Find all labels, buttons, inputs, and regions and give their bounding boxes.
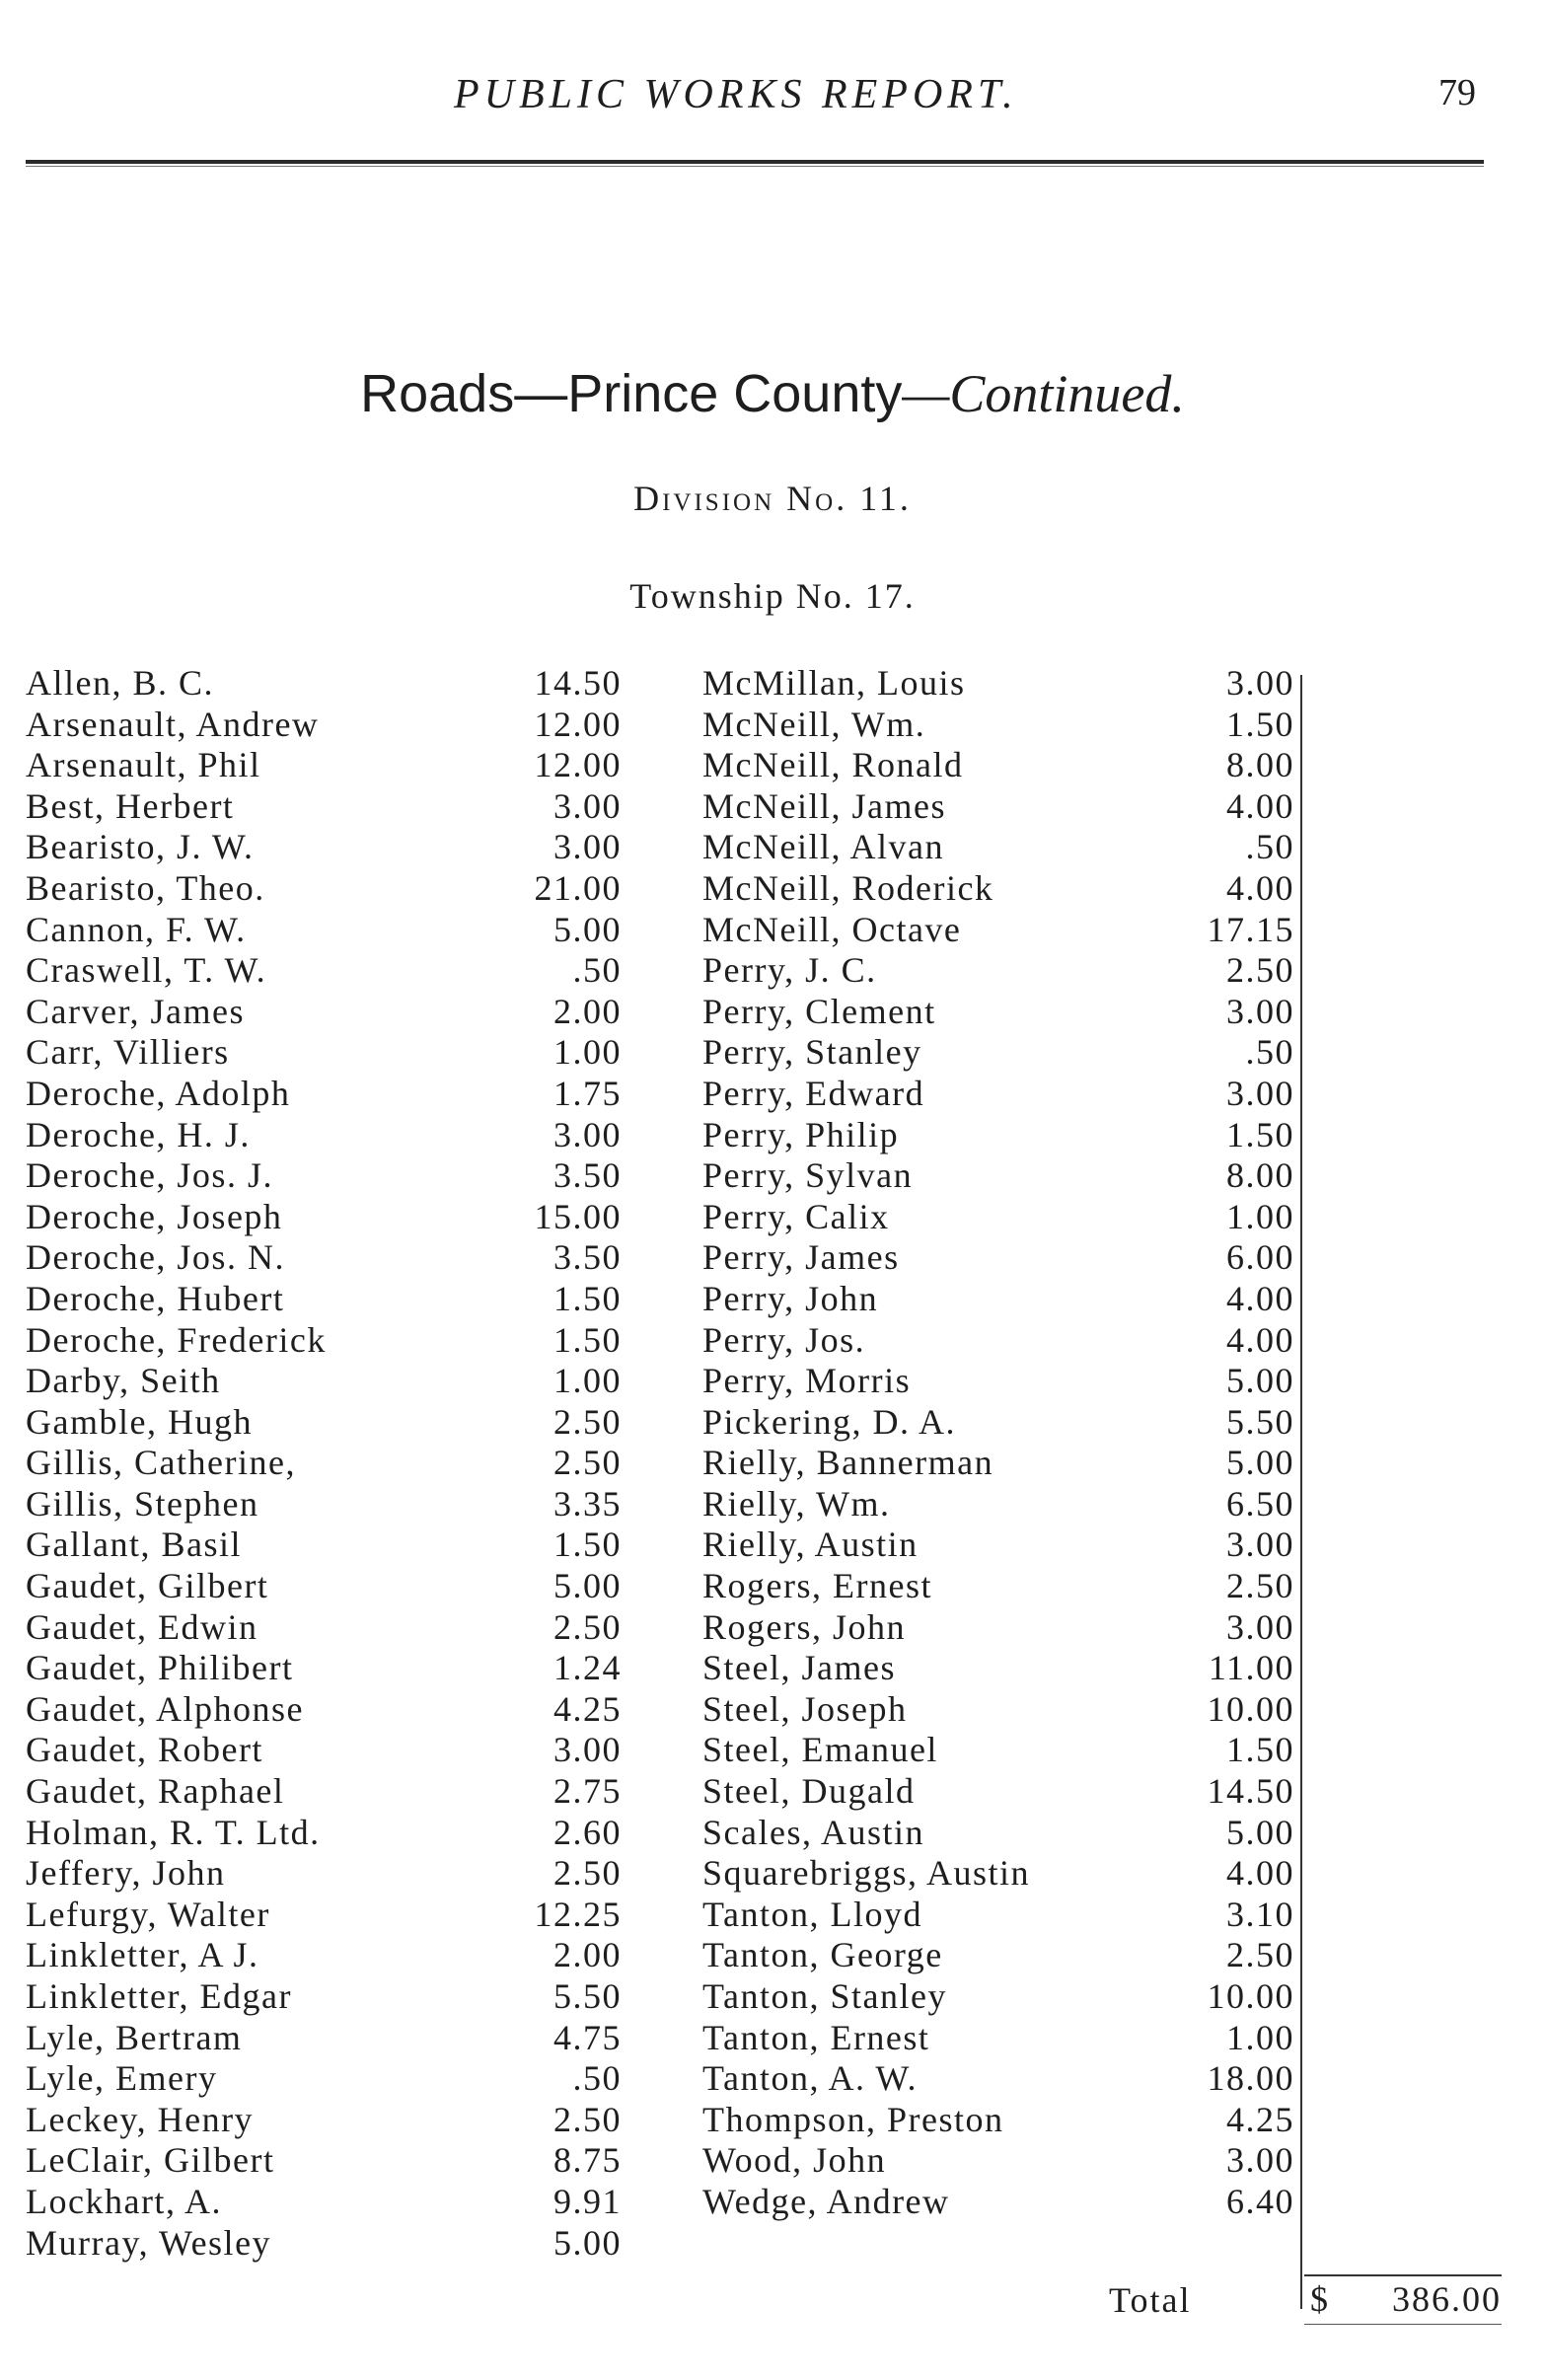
list-item [26,1976,627,2018]
payee-name: Deroche, Adolph [26,1073,291,1113]
payee-name: Scales, Austin [702,1812,924,1852]
payee-name: Gamble, Hugh [26,1401,253,1442]
payment-amount: .50 [1245,827,1294,867]
payment-amount: 1.00 [553,1361,622,1401]
list-item [26,868,627,910]
payment-amount: 3.00 [1226,991,1294,1031]
list-item [26,745,627,786]
payment-amount: 4.00 [1226,1278,1294,1318]
list-item [26,2058,627,2100]
payment-amount: 5.00 [1226,1812,1294,1852]
amount-column-rule [1300,675,1302,2309]
payee-name: Perry, Edward [702,1073,925,1113]
payee-name: Deroche, Jos. N. [26,1237,285,1278]
list-item [702,1074,1294,1115]
payment-amount: .50 [572,2058,622,2099]
payment-amount: 4.00 [1226,785,1294,826]
payee-name: Rogers, John [702,1606,906,1647]
payee-name: Bearisto, Theo. [26,867,265,908]
list-item [26,1525,627,1566]
list-item [26,1607,627,1649]
list-item [26,1689,627,1731]
payment-amount: 5.50 [1226,1401,1294,1442]
payment-amount: 1.00 [553,1032,622,1073]
payment-amount: 2.50 [1226,950,1294,991]
payee-name: Murray, Wesley [26,2222,272,2263]
payment-amount: 2.00 [553,991,622,1031]
payee-name: Thompson, Preston [702,2099,1004,2139]
payment-amount: 5.00 [553,2222,622,2263]
payment-amount: 5.00 [1226,1361,1294,1401]
payment-amount: 4.00 [1226,867,1294,908]
list-item [702,1320,1294,1362]
payment-amount: 6.00 [1226,1237,1294,1278]
total-box [1304,2274,1502,2322]
payee-name: Carr, Villiers [26,1032,230,1073]
left-payment-list [26,663,627,2264]
payment-amount: 15.00 [534,1196,622,1236]
payment-amount: 12.25 [534,1894,622,1934]
list-item [702,2100,1294,2141]
total-currency: $ [1310,2279,1328,2319]
list-item [702,1197,1294,1238]
list-item [26,1895,627,1936]
payment-amount: 2.75 [553,1771,622,1812]
section-title [0,363,1545,424]
payment-amount: 12.00 [534,745,622,785]
list-item [26,1402,627,1444]
payee-name: Best, Herbert [26,785,235,826]
payment-amount: .50 [572,950,622,991]
division-heading: Division No. 11. [633,479,912,518]
list-item [26,1484,627,1525]
payee-name: Arsenault, Phil [26,745,261,785]
payment-amount: 1.00 [1226,2017,1294,2057]
list-item [26,827,627,868]
payment-amount: 2.50 [553,1443,622,1483]
payment-amount: 3.00 [553,1114,622,1154]
list-item [26,992,627,1033]
list-item [702,1935,1294,1976]
list-item [26,1197,627,1238]
payee-name: Wood, John [702,2140,887,2181]
payment-amount: 10.00 [1207,1688,1294,1729]
list-item [702,1895,1294,1936]
payment-amount: 1.75 [553,1073,622,1113]
payee-name: Gallant, Basil [26,1525,242,1565]
payee-name: Gaudet, Gilbert [26,1566,269,1606]
list-item [26,1648,627,1689]
payment-amount: 2.00 [553,1935,622,1975]
payee-name: Linkletter, A J. [26,1935,259,1975]
list-item [702,786,1294,828]
payee-name: Perry, James [702,1237,900,1278]
list-item [702,1607,1294,1649]
list-item [702,1525,1294,1566]
payment-amount: 8.00 [1226,745,1294,785]
payee-name: Arsenault, Andrew [26,704,320,744]
payee-name: Lyle, Emery [26,2058,218,2099]
payment-amount: 5.00 [553,1566,622,1606]
payment-amount: 21.00 [534,867,622,908]
payee-name: Jeffery, John [26,1853,226,1894]
list-item [702,868,1294,910]
payment-amount: 11.00 [1208,1648,1294,1688]
payment-amount: 3.00 [1226,2140,1294,2181]
list-item [26,1813,627,1854]
list-item [702,1730,1294,1771]
list-item [26,1320,627,1362]
list-item [702,705,1294,746]
payment-amount: 2.60 [553,1812,622,1852]
payee-name: Allen, B. C. [26,663,215,703]
payment-amount: 8.00 [1226,1155,1294,1196]
payment-amount: 3.00 [1226,1525,1294,1565]
payment-amount: 5.00 [553,909,622,949]
payment-amount: 2.50 [553,2099,622,2139]
payment-amount: 17.15 [1207,909,1294,949]
payee-name: Rogers, Ernest [702,1566,932,1606]
payment-amount: 4.00 [1226,1319,1294,1360]
payee-name: Tanton, Stanley [702,1976,947,2016]
payment-amount: 1.50 [1226,1114,1294,1154]
page-number: 79 [1438,72,1476,113]
payment-amount: 3.10 [1226,1894,1294,1934]
list-item [702,1813,1294,1854]
payee-name: Perry, Stanley [702,1032,922,1073]
list-item [26,1361,627,1402]
payee-name: Perry, Sylvan [702,1155,914,1196]
list-item [26,2100,627,2141]
list-item [26,1032,627,1074]
list-item [26,2018,627,2059]
payee-name: Cannon, F. W. [26,909,247,949]
total-amount: 386.00 [1392,2279,1502,2319]
payee-name: Lefurgy, Walter [26,1894,270,1934]
total-label: Total [1109,2280,1192,2320]
payment-amount: 3.00 [1226,1073,1294,1113]
payee-name: Rielly, Wm. [702,1483,891,1524]
list-item [26,910,627,951]
payee-name: Steel, Joseph [702,1688,908,1729]
list-item [26,705,627,746]
payment-amount: 3.00 [1226,1606,1294,1647]
payment-amount: 4.25 [1226,2099,1294,2139]
payment-amount: 9.91 [553,2181,622,2221]
total-underline [1304,2324,1502,2325]
running-head: PUBLIC WORKS REPORT. [454,72,1018,117]
payee-name: McNeill, Ronald [702,745,964,785]
payment-amount: 1.50 [1226,1730,1294,1770]
list-item [702,950,1294,992]
payee-name: Perry, Calix [702,1196,890,1236]
list-item [702,1566,1294,1607]
payment-amount: 18.00 [1207,2058,1294,2099]
payment-amount: 1.50 [553,1525,622,1565]
list-item [702,1484,1294,1525]
payee-name: Rielly, Austin [702,1525,919,1565]
payee-name: Deroche, Jos. J. [26,1155,273,1196]
payee-name: Craswell, T. W. [26,950,267,991]
payment-amount: 14.50 [534,663,622,703]
payment-amount: 12.00 [534,704,622,744]
list-item [26,2182,627,2223]
payment-amount: 6.40 [1226,2181,1294,2221]
payment-amount: 10.00 [1207,1976,1294,2016]
list-item [26,1443,627,1484]
list-item [702,663,1294,705]
list-item [26,950,627,992]
payee-name: McNeill, Alvan [702,827,944,867]
list-item [702,2058,1294,2100]
list-item [26,1935,627,1976]
payee-name: Steel, Emanuel [702,1730,938,1770]
payee-name: Gaudet, Alphonse [26,1688,304,1729]
list-item [702,2182,1294,2223]
list-item [26,1155,627,1197]
payee-name: Gaudet, Robert [26,1730,263,1770]
list-item [26,1115,627,1156]
payee-name: Perry, Clement [702,991,936,1031]
payment-amount: 2.50 [553,1606,622,1647]
payee-name: Lockhart, A. [26,2181,222,2221]
payee-name: Tanton, Ernest [702,2017,930,2057]
payee-name: Tanton, Lloyd [702,1894,922,1934]
list-item [26,1279,627,1320]
payee-name: Deroche, Frederick [26,1319,327,1360]
payee-name: Perry, Philip [702,1114,900,1154]
payment-amount: 5.50 [553,1976,622,2016]
payee-name: McMillan, Louis [702,663,966,703]
payment-amount: 3.00 [1226,663,1294,703]
payee-name: LeClair, Gilbert [26,2140,275,2181]
list-item [26,1566,627,1607]
payment-amount: 1.50 [553,1319,622,1360]
list-item [702,1771,1294,1813]
payee-name: Gillis, Stephen [26,1483,259,1524]
payment-amount: 3.50 [553,1155,622,1196]
payment-amount: 1.00 [1226,1196,1294,1236]
payee-name: Deroche, Joseph [26,1196,283,1236]
list-item [26,2140,627,2182]
payment-amount: 6.50 [1226,1483,1294,1524]
payment-amount: 3.00 [553,1730,622,1770]
list-item [26,1771,627,1813]
payment-amount: 4.25 [553,1688,622,1729]
list-item [702,1361,1294,1402]
list-item [702,1032,1294,1074]
payment-amount: 2.50 [1226,1566,1294,1606]
list-item [702,1853,1294,1895]
payee-name: Pickering, D. A. [702,1401,956,1442]
payment-amount: 5.00 [1226,1443,1294,1483]
payee-name: Gaudet, Raphael [26,1771,285,1812]
payee-name: Steel, James [702,1648,896,1688]
payee-name: Holman, R. T. Ltd. [26,1812,321,1852]
header-rule [26,160,1484,167]
payee-name: Perry, Jos. [702,1319,866,1360]
payment-amount: 4.75 [553,2017,622,2057]
section-title-suffix: —Continued. [902,364,1185,423]
list-item [702,1237,1294,1279]
payment-amount: .50 [1245,1032,1294,1073]
payee-name: Rielly, Bannerman [702,1443,994,1483]
payment-amount: 2.50 [1226,1935,1294,1975]
list-item [702,1689,1294,1731]
payment-amount: 3.00 [553,827,622,867]
payee-name: Squarebriggs, Austin [702,1853,1030,1894]
payee-name: Lyle, Bertram [26,2017,243,2057]
payment-amount: 2.50 [553,1853,622,1894]
payee-name: Carver, James [26,991,245,1031]
payment-amount: 3.00 [553,785,622,826]
list-item [702,1115,1294,1156]
list-item [26,1730,627,1771]
list-item [26,1853,627,1895]
payee-name: Linkletter, Edgar [26,1976,292,2016]
payee-name: Perry, J. C. [702,950,877,991]
payee-name: Gaudet, Edwin [26,1606,258,1647]
payee-name: McNeill, Roderick [702,867,994,908]
payee-name: Wedge, Andrew [702,2181,950,2221]
payment-amount: 2.50 [553,1401,622,1442]
payee-name: Tanton, A. W. [702,2058,918,2099]
list-item [702,1155,1294,1197]
list-item [702,910,1294,951]
township-heading: Township No. 17. [629,576,916,616]
list-item [702,1443,1294,1484]
list-item [26,2223,627,2265]
payee-name: Bearisto, J. W. [26,827,255,867]
list-item [26,663,627,705]
section-title-main: Roads—Prince County [360,364,903,423]
list-item [702,1648,1294,1689]
list-item [26,786,627,828]
payee-name: Darby, Seith [26,1361,221,1401]
list-item [702,2140,1294,2182]
list-item [702,827,1294,868]
payment-amount: 1.24 [553,1648,622,1688]
list-item [26,1237,627,1279]
list-item [702,745,1294,786]
payee-name: McNeill, Wm. [702,704,926,744]
payment-amount: 4.00 [1226,1853,1294,1894]
list-item [702,1976,1294,2018]
right-payment-list [702,663,1294,2223]
payee-name: Steel, Dugald [702,1771,916,1812]
payee-name: Deroche, Hubert [26,1278,285,1318]
payee-name: Deroche, H. J. [26,1114,251,1154]
payment-amount: 8.75 [553,2140,622,2181]
payee-name: McNeill, James [702,785,946,826]
payee-name: Gillis, Catherine, [26,1443,296,1483]
list-item [702,1279,1294,1320]
list-item [702,2018,1294,2059]
payment-amount: 3.50 [553,1237,622,1278]
list-item [702,1402,1294,1444]
list-item [26,1074,627,1115]
payee-name: McNeill, Octave [702,909,962,949]
payee-name: Perry, John [702,1278,879,1318]
payment-amount: 3.35 [553,1483,622,1524]
payee-name: Gaudet, Philibert [26,1648,294,1688]
payment-amount: 1.50 [1226,704,1294,744]
payee-name: Leckey, Henry [26,2099,255,2139]
list-item [702,992,1294,1033]
payee-name: Perry, Morris [702,1361,912,1401]
payment-amount: 14.50 [1207,1771,1294,1812]
payee-name: Tanton, George [702,1935,943,1975]
payment-amount: 1.50 [553,1278,622,1318]
